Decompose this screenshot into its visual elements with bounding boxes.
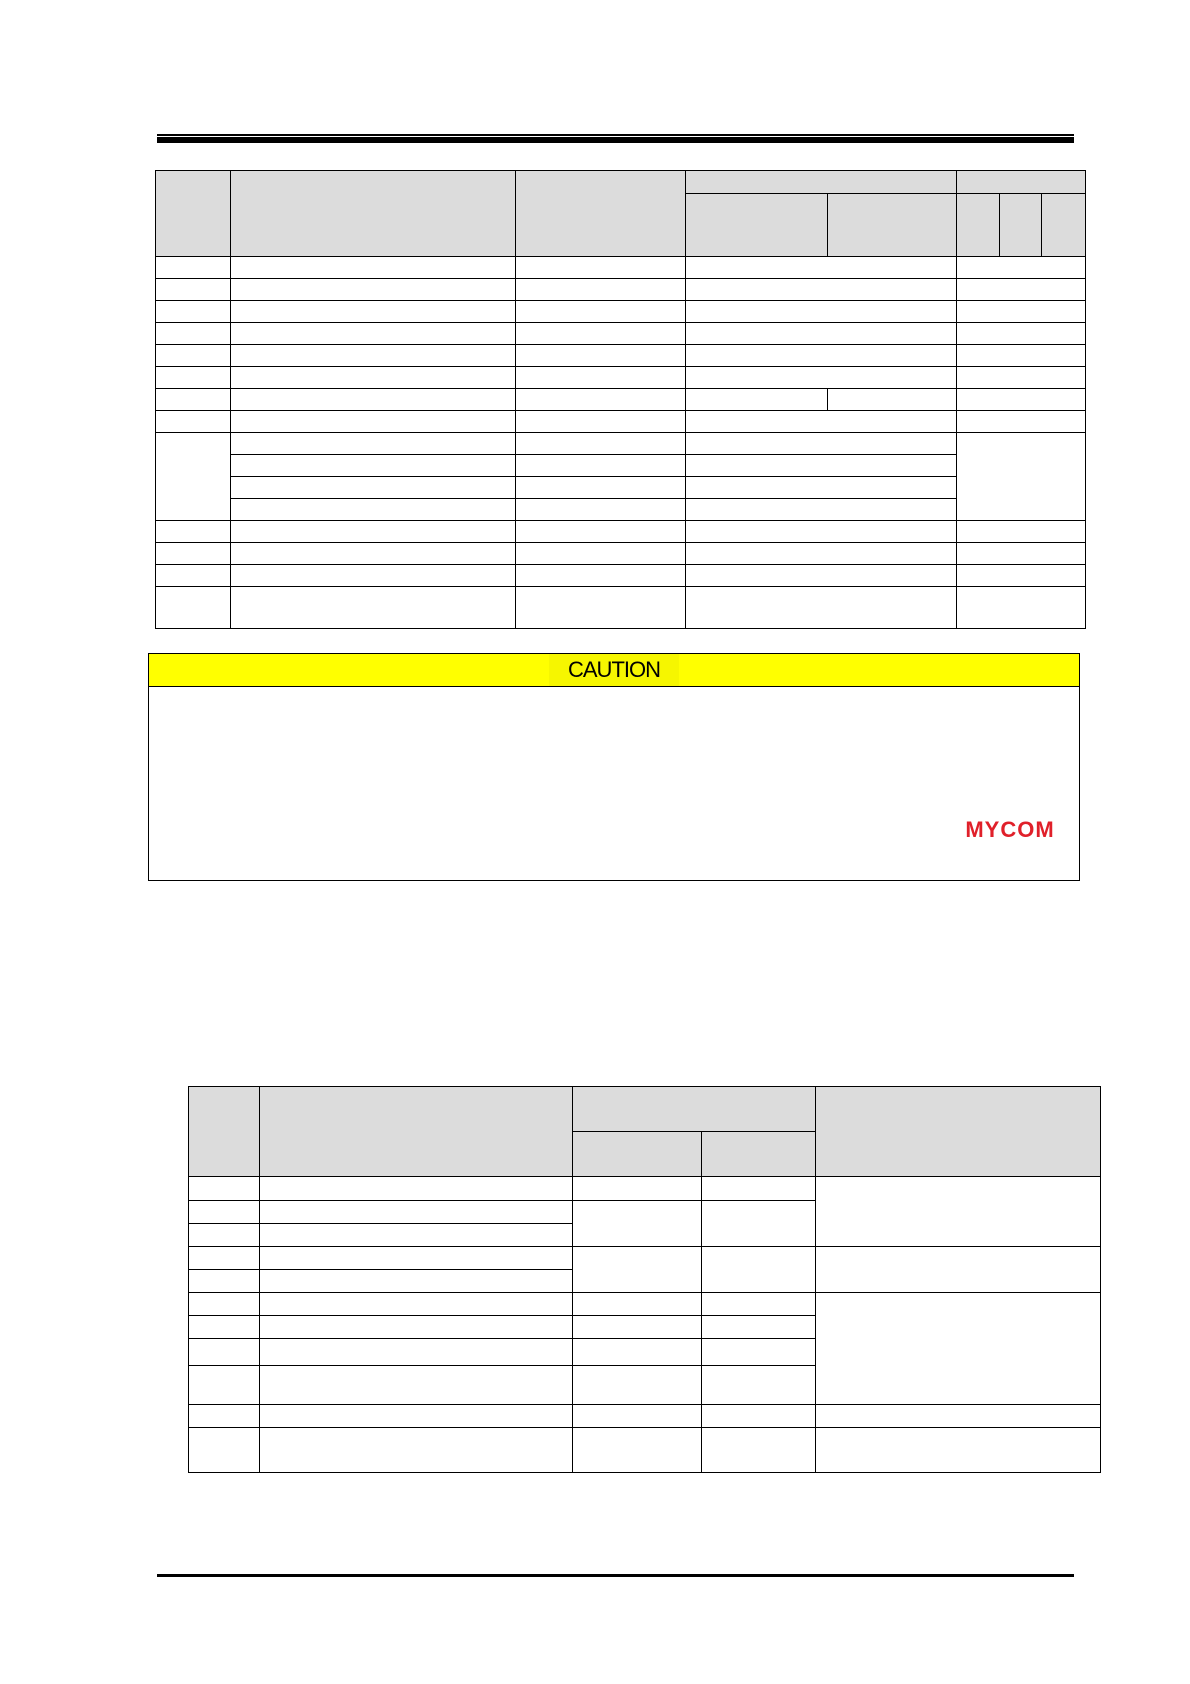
table-row [156,301,1086,323]
table-row [156,477,1086,499]
table-row [189,1177,1101,1200]
table-row [189,1293,1101,1316]
header-cell [189,1087,260,1177]
caution-label: CAUTION [549,654,679,686]
spec-table-1 [155,170,1086,629]
header-cell [260,1087,573,1177]
table-row [156,279,1086,301]
table-row [156,521,1086,543]
table-row [189,1246,1101,1269]
table-row [156,389,1086,411]
table-row [156,543,1086,565]
footer-rule [157,1574,1074,1577]
table-row [156,411,1086,433]
header-cell [686,194,828,257]
header-cell [828,194,957,257]
table-row [156,565,1086,587]
header-cell [702,1132,816,1177]
table-row [189,1427,1101,1472]
table-row [156,455,1086,477]
header-cell [516,171,686,257]
table-row [156,433,1086,455]
header-cell [957,171,1086,194]
caution-box [148,653,1080,881]
header-cell [573,1087,816,1132]
header-rule-thin [157,134,1074,136]
table-row [189,1404,1101,1427]
table-row [156,499,1086,521]
spec-table-2 [188,1086,1101,1473]
header-cell [573,1132,702,1177]
header-rule-thick [157,137,1074,143]
mycom-logo-text: MYCOM [965,817,1055,841]
table-row [156,323,1086,345]
header-cell [156,171,231,257]
header-cell [686,171,957,194]
header-cell [957,194,1000,257]
table-row [156,587,1086,629]
table-row [156,257,1086,279]
table-row [156,367,1086,389]
header-cell [231,171,516,257]
header-cell [1042,194,1086,257]
table-row [156,345,1086,367]
header-cell [816,1087,1101,1177]
mycom-logo [950,817,1070,841]
header-cell [1000,194,1042,257]
caution-banner [149,654,1079,687]
